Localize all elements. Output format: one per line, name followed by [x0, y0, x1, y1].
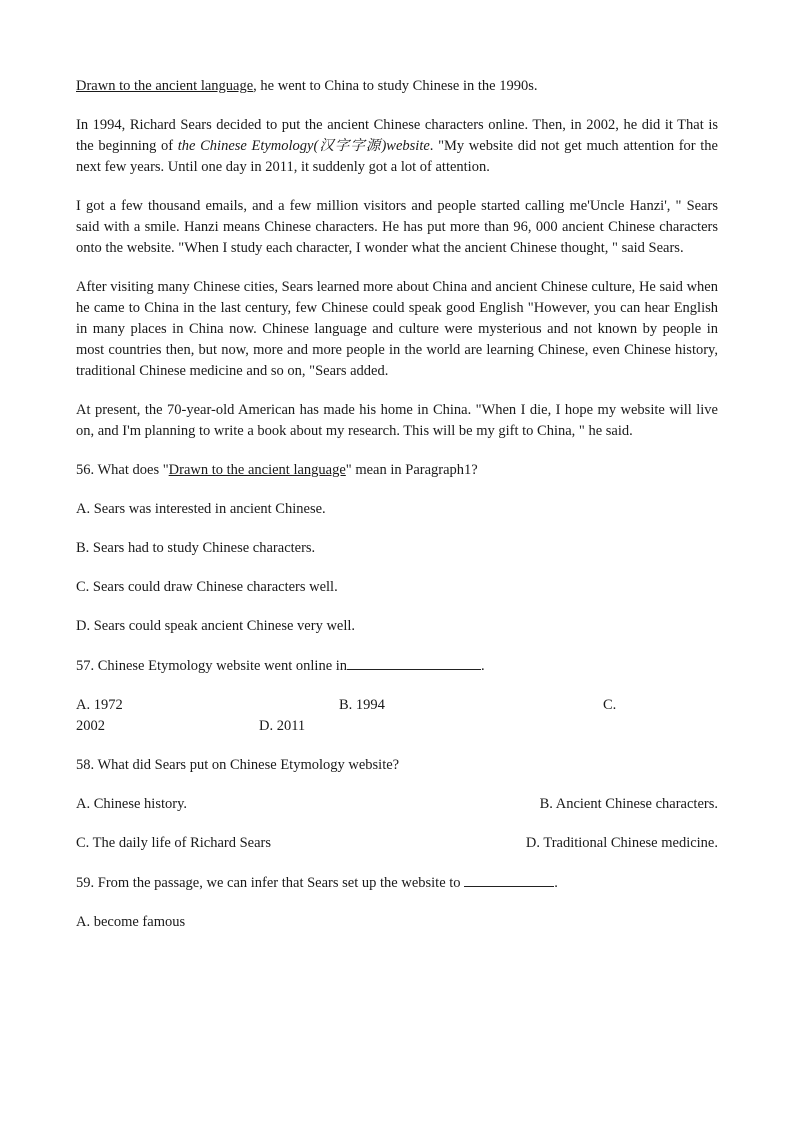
question-57-options [76, 695, 718, 737]
answer-blank [347, 655, 481, 670]
question-59-end: . [554, 875, 558, 891]
question-57-end: . [481, 658, 485, 674]
question-57 [76, 655, 718, 677]
question-58: 58. What did Sears put on Chinese Etymology website? [76, 757, 400, 773]
answer-blank [464, 872, 554, 887]
question-56-option-c: C. Sears could draw Chinese characters well. [76, 579, 338, 595]
question-58-option-a: A. Chinese history. [76, 796, 188, 812]
question-57-text: 57. Chinese Etymology website went online in [76, 658, 348, 674]
question-58-options-row-1 [76, 794, 718, 815]
question-59-text: 59. From the passage, we can infer that Sears set up the website to [76, 875, 461, 891]
document-page [76, 76, 718, 951]
question-58-option-c: C. The daily life of Richard Sears [76, 835, 272, 851]
website-name: the Chinese Etymology(汉字字源)website [177, 138, 430, 154]
question-57-option-c-value: 2002 [76, 718, 105, 734]
underlined-phrase: Drawn to the ancient language [76, 78, 254, 94]
paragraph-1-text: , he went to China to study Chinese in the 1990s. [253, 78, 538, 94]
question-56-option-d: D. Sears could speak ancient Chinese very well. [76, 618, 356, 634]
question-58-options-row-2 [76, 833, 718, 854]
paragraph-2 [76, 115, 718, 178]
paragraph-4: After visiting many Chinese cities, Sears learned more about China and ancient Chinese culture, He said when he came to China in the last century, few Chinese could speak good English "However, you can hear English in many places in China now. Chinese language and culture were mysterious and not known by people in most countries then, but now, more and more people in the world are learning Chinese, even Chinese history, traditional Chinese medicine and so on, "Sears added. [76, 279, 718, 379]
question-57-option-c-label: C. [603, 697, 617, 713]
question-58-option-d: D. Traditional Chinese medicine. [525, 835, 718, 851]
paragraph-2-text-a: In 1994, Richard Sears decided to put the ancient Chinese characters online. Then, in 2002, he did it That is the beginning of [76, 117, 718, 154]
question-56-suffix: " mean in Paragraph1? [345, 462, 478, 478]
paragraph-5: At present, the 70-year-old American has made his home in China. "When I die, I hope my website will live on, and I'm planning to write a book about my research. This will be my gift to China, " he said. [76, 402, 718, 439]
question-56 [76, 460, 718, 481]
question-56-underlined: Drawn to the ancient language [168, 462, 346, 478]
question-57-option-a: A. 1972 [76, 697, 123, 713]
question-56-option-b: B. Sears had to study Chinese characters. [76, 540, 316, 556]
question-59 [76, 872, 718, 894]
question-56-prefix: 56. What does " [76, 462, 169, 478]
paragraph-1 [76, 76, 718, 97]
question-57-option-d: D. 2011 [259, 718, 306, 734]
question-58-option-b: B. Ancient Chinese characters. [539, 796, 718, 812]
question-59-option-a: A. become famous [76, 914, 186, 930]
paragraph-2-text-b: . "My website did not get much attention for the next few years. Until one day in 2011, it suddenly got a lot of attention. [76, 138, 718, 175]
paragraph-3: I got a few thousand emails, and a few million visitors and people started calling me'Uncle Hanzi', " Sears said with a smile. Hanzi means Chinese characters. He has put more than 96, 000 ancient Chinese characters onto the website. "When I study each character, I wonder what the ancient Chinese thought, " said Sears. [76, 198, 718, 256]
question-57-option-b: B. 1994 [339, 697, 385, 713]
question-56-option-a: A. Sears was interested in ancient Chinese. [76, 501, 326, 517]
